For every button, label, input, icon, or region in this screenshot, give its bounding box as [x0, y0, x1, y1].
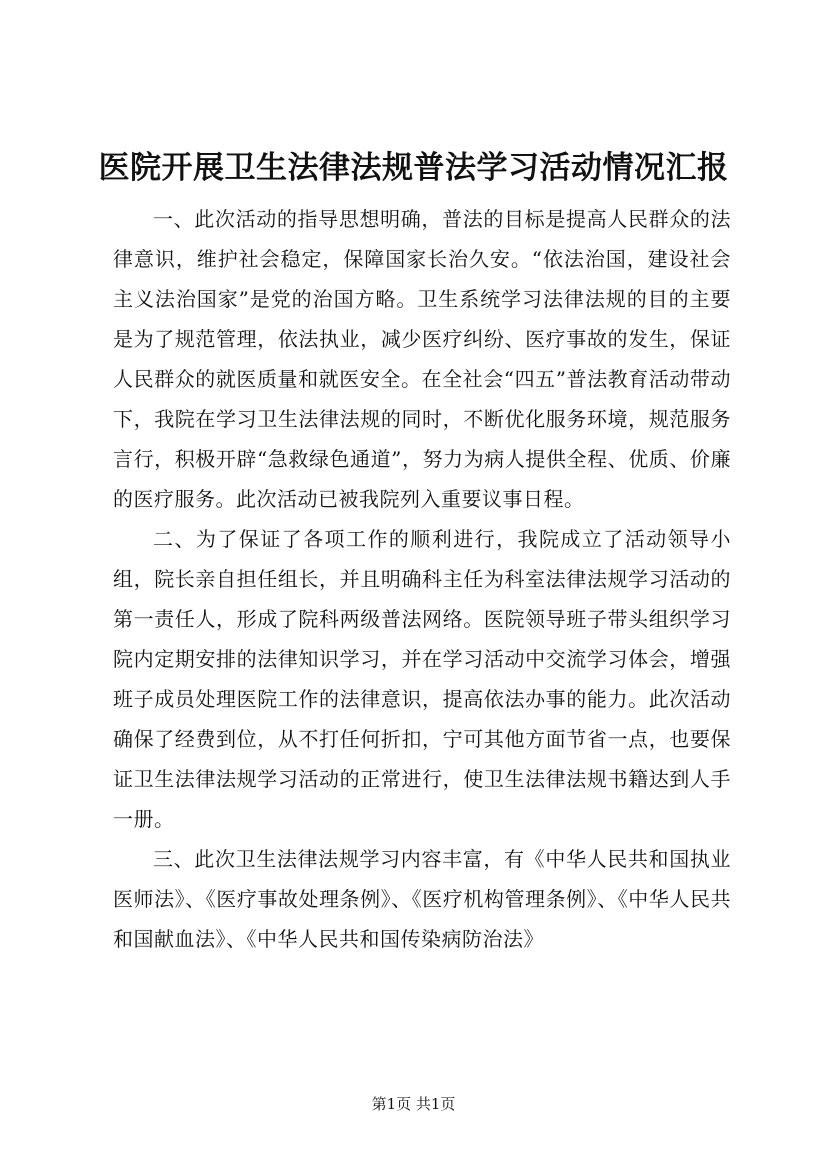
- page-footer: 第1页 共1页: [371, 1095, 456, 1113]
- document-title: 医院开展卫生法律法规普法学习活动情况汇报: [98, 150, 729, 186]
- paragraph-2: 二、为了保证了各项工作的顺利进行，我院成立了活动领导小组，院长亲自担任组长，并且明确科主任为科室法律法规学习活动的第一责任人，形成了院科两级普法网络。医院领导班子带头组织学习院内定期安排的法律知识学习，并在学习活动中交流学习体会，增强班子成员处理医院工作的法律意识，提高依法办事的能力。此次活动确保了经费到位，从不打任何折扣，宁可其他方面节省一点，也要保证卫生法律法规学习活动的正常进行，使卫生法律法规书籍达到人手一册。: [113, 527, 731, 831]
- document-body: [113, 199, 731, 959]
- paragraph-1: 一、此次活动的指导思想明确，普法的目标是提高人民群众的法律意识，维护社会稳定，保障国家长治久安。“依法治国，建设社会主义法治国家”是党的治国方略。卫生系统学习法律法规的目的主要是为了规范管理，依法执业，减少医疗纠纷、医疗事故的发生，保证人民群众的就医质量和就医安全。在全社会“四五”普法教育活动带动下，我院在学习卫生法律法规的同时，不断优化服务环境，规范服务言行，积极开辟“急救绿色通道”，努力为病人提供全程、优质、价廉的医疗服务。此次活动已被我院列入重要议事日程。: [113, 207, 731, 511]
- paragraph-3: 三、此次卫生法律法规学习内容丰富，有《中华人民共和国执业医师法》、《医疗事故处理条例》、《医疗机构管理条例》、《中华人民共和国献血法》、《中华人民共和国传染病防治法》: [113, 847, 731, 951]
